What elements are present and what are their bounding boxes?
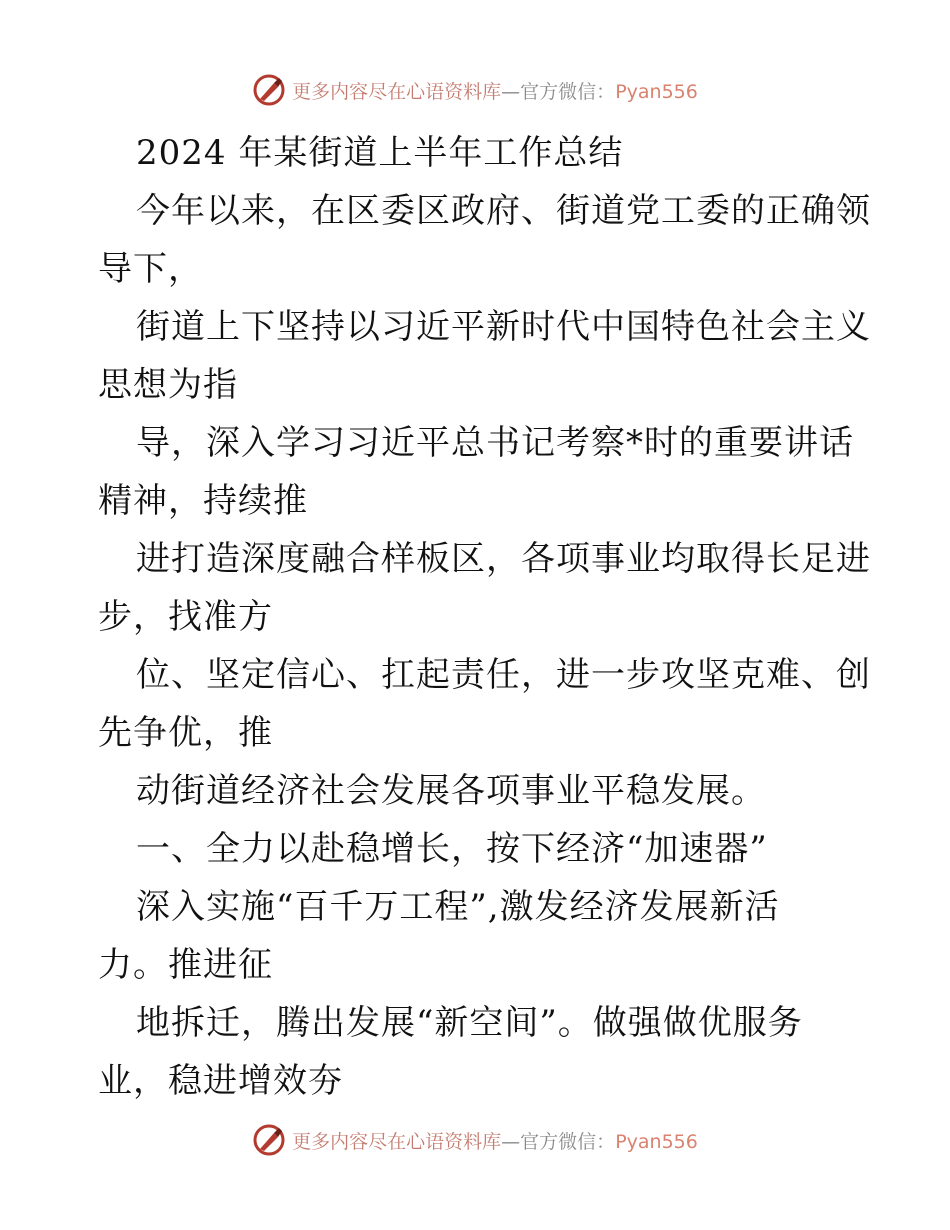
watermark-text — [292, 1127, 698, 1154]
doc-line: 进打造深度融合样板区，各项事业均取得长足进 — [136, 539, 871, 579]
doc-line: 地拆迁，腾出发展“新空间”。做强做优服务 — [136, 1003, 803, 1043]
doc-line: 力。推进征 — [98, 945, 273, 985]
doc-line: 导下， — [98, 249, 203, 289]
doc-line: 业，稳进增效夯 — [98, 1061, 343, 1101]
doc-line: 导，深入学习习近平总书记考察*时的重要讲话 — [136, 423, 854, 463]
watermark-label: 官方微信： — [520, 80, 616, 103]
header-watermark — [0, 70, 950, 110]
watermark-label: 官方微信： — [520, 1130, 616, 1153]
watermark-dash: — — [501, 80, 521, 103]
watermark-id: Pyan556 — [615, 80, 698, 103]
watermark-text — [292, 77, 698, 104]
watermark-id: Pyan556 — [615, 1130, 698, 1153]
document-body — [98, 124, 871, 1110]
doc-line: 今年以来，在区委区政府、街道党工委的正确领 — [136, 191, 871, 231]
section-heading: 一、全力以赴稳增长，按下经济“加速器” — [136, 829, 768, 869]
doc-line: 街道上下坚持以习近平新时代中国特色社会主义 — [136, 307, 871, 347]
watermark-main: 更多内容尽在心语资料库 — [292, 1130, 502, 1153]
watermark-dash: — — [501, 1130, 521, 1153]
doc-line: 先争优，推 — [98, 713, 273, 753]
pen-logo-icon — [252, 73, 286, 107]
doc-title: 2024 年某街道上半年工作总结 — [136, 133, 624, 173]
footer-watermark — [0, 1120, 950, 1160]
watermark-main: 更多内容尽在心语资料库 — [292, 80, 502, 103]
doc-line: 位、坚定信心、扛起责任，进一步攻坚克难、创 — [136, 655, 871, 695]
doc-line: 步，找准方 — [98, 597, 273, 637]
doc-line: 精神，持续推 — [98, 481, 308, 521]
pen-logo-icon — [252, 1123, 286, 1157]
doc-line: 深入实施“百千万工程”,激发经济发展新活 — [136, 887, 780, 927]
doc-line: 思想为指 — [98, 365, 238, 405]
doc-line: 动街道经济社会发展各项事业平稳发展。 — [136, 771, 766, 811]
